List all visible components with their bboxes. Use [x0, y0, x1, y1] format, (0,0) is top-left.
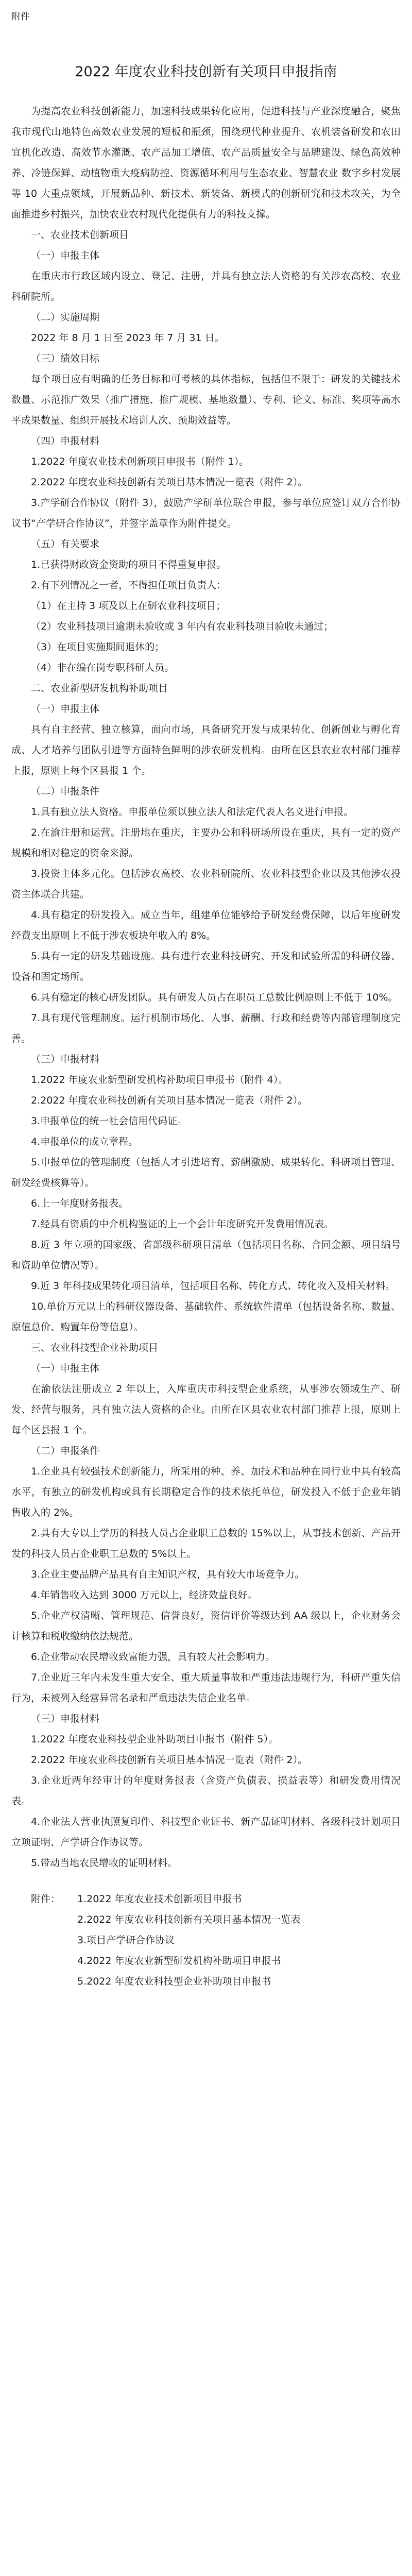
paragraph: （一）申报主体	[31, 250, 100, 261]
paragraph: 9.近 3 年科技成果转化项目清单，包括项目名称、转化方式、转化收入及相关材料。	[31, 1280, 396, 1292]
paragraph: （三）绩效目标	[31, 353, 100, 364]
document-title: 2022 年度农业科技创新有关项目申报指南	[75, 64, 337, 80]
paragraph: 2.2022 年度农业科技创新有关项目基本情况一览表（附件 2）。	[31, 1754, 308, 1766]
paragraph: （二）实施周期	[31, 312, 100, 323]
paragraph: 10.单价万元以上的科研仪器设备、基础软件、系统软件清单（包括设备名称、数量、原值总价、购置年份等信息）。	[11, 1301, 401, 1333]
attachment-item: 3.项目产学研合作协议	[77, 1935, 175, 1946]
paragraph: （一）申报主体	[31, 703, 100, 715]
paragraph: 6.企业带动农民增收致富能力强，具有较大社会影响力。	[31, 1651, 276, 1663]
paragraph: 1.2022 年度农业技术创新项目申报书（附件 1）。	[31, 456, 249, 467]
paragraph: 1.具有独立法人资格。申报单位须以独立法人和法定代表人名义进行申报。	[31, 806, 354, 818]
attachment-item: 2.2022 年度农业科技创新有关项目基本情况一览表	[77, 1914, 301, 1925]
paragraph: （3）在项目实施期间退休的；	[31, 641, 165, 653]
paragraph: 一、农业技术创新项目	[31, 229, 129, 241]
paragraph: 1.企业具有较强技术创新能力，所采用的种、养、加技术和品种在同行业中具有较高水平，有独立的研发机构或具有长期稳定合作的技术依托单位，研发投入不低于企业年销售收入的 2%。	[11, 1466, 401, 1518]
paragraph: 1.2022 年度农业科技型企业补助项目申报书（附件 5）。	[31, 1734, 279, 1745]
paragraph: 三、农业科技型企业补助项目	[31, 1342, 159, 1353]
attachment-tag: 附件	[11, 11, 30, 22]
paragraph: 3.申报单位的统一社会信用代码证。	[31, 1115, 187, 1127]
paragraph: 7.企业近三年内未发生重大安全、重大质量事故和严重违法违规行为，科研严重失信行为，未被列入经营异常名录和严重违法失信企业名单。	[11, 1672, 401, 1704]
paragraph: （4）非在编在岗专职科研人员。	[31, 662, 175, 673]
attachment-item: 5.2022 年度农业科技型企业补助项目申报书	[77, 1976, 271, 1987]
paragraph: （二）申报条件	[31, 786, 100, 797]
paragraph: 二、农业新型研发机构补助项目	[31, 683, 168, 694]
paragraph: 7.具有现代管理制度。运行机制市场化、人事、薪酬、行政和经费等内部管理制度完善。	[11, 1012, 401, 1044]
paragraph: 5.具有一定的研发基础设施。具有进行农业科技研究、开发和试验所需的科研仪器、设备和固定场所。	[11, 951, 401, 982]
paragraph: 具有自主经营、独立核算，面向市场，具备研究开发与成果转化、创新创业与孵化育成、人才培养与团队引进等方面特色鲜明的涉农研发机构。由所在区县农业农村部门推荐上报，原则上每个区县报 1 个。	[11, 724, 401, 776]
paragraph: 1.已获得财政资金资助的项目不得重复申报。	[31, 559, 227, 570]
paragraph: 4.申报单位的成立章程。	[31, 1136, 139, 1147]
paragraph: 5.申报单位的管理制度（包括人才引进培育、薪酬激励、成果转化、科研项目管理、研发经费核算等）。	[11, 1157, 401, 1189]
paragraph: 1.2022 年度农业新型研发机构补助项目申报书（附件 4）。	[31, 1074, 288, 1086]
paragraph: 在重庆市行政区域内设立、登记、注册，并具有独立法人资格的有关涉农高校、农业科研院所。	[11, 270, 401, 302]
paragraph: 为提高农业科技创新能力，加速科技成果转化应用，促进科技与产业深度融合，聚焦我市现代山地特色高效农业发展的短板和瓶颈，围绕现代种业提升、农机装备研发和农田宜机化改造、高效节水灌溉、农产品加工增值、农产品质量安全与品牌建设、绿色高效种养、冷链保鲜、动植物重大疫病防控、资源循环利用与生态农业、智慧农业 数字乡村发展等 10 大重点领域，开展新品种、新技术、新装备、新模式的创新研究和技术攻关，为全面推进乡村振兴，加快农业农村现代化提供有力的科技支撑。	[11, 106, 401, 220]
paragraph: 2022 年 8 月 1 日至 2023 年 7 月 31 日。	[31, 332, 225, 344]
paragraph: （四）申报材料	[31, 435, 100, 447]
paragraph: 8.近 3 年立项的国家级、省部级科研项目清单（包括项目名称、合同金额、项目编号和资助单位情况等）。	[11, 1239, 401, 1271]
paragraph: 3.企业主要品牌产品具有自主知识产权，具有较大市场竞争力。	[31, 1569, 305, 1580]
attachment-item: 4.2022 年度农业新型研发机构补助项目申报书	[77, 1955, 281, 1967]
paragraph: 2.具有大专以上学历的科技人员占企业职工总数的 15%以上，从事技术创新、产品开发的科技人员占企业职工总数的 5%以上。	[11, 1528, 401, 1560]
paragraph: 5.带动当地农民增收的证明材料。	[31, 1857, 178, 1869]
paragraph: 3.产学研合作协议（附件 3），鼓励产学研单位联合申报，参与单位应签订双方合作协议书“产学研合作协议”，并签字盖章作为附件提交。	[11, 497, 401, 529]
attachment-item: 1.2022 年度农业技术创新项目申报书	[77, 1893, 242, 1905]
paragraph: （一）申报主体	[31, 1363, 100, 1374]
attachment-list	[11, 1889, 401, 1992]
paragraph: 2.2022 年度农业科技创新有关项目基本情况一览表（附件 2）。	[31, 1095, 308, 1106]
paragraph: 5.企业产权清晰、管理规范、信誉良好，资信评价等级达到 AA 级以上，企业财务会计核算和税收缴纳依法规范。	[11, 1610, 401, 1642]
paragraph: 6.上一年度财务报表。	[31, 1198, 129, 1209]
document-body	[11, 101, 401, 1873]
paragraph: 2.在渝注册和运营。注册地在重庆，主要办公和科研场所设在重庆，具有一定的资产规模和相对稳定的资金来源。	[11, 827, 401, 859]
paragraph: 4.年销售收入达到 3000 万元以上，经济效益良好。	[31, 1589, 258, 1601]
paragraph: 2.有下列情况之一者，不得担任项目负责人：	[31, 580, 227, 591]
paragraph: （2）农业科技项目逾期未验收或 3 年内有农业科技项目验收未通过；	[31, 621, 334, 632]
paragraph: 3.投资主体多元化。包括涉农高校、农业科研院所、农业科技型企业以及其他涉农投资主体联合共建。	[11, 868, 401, 900]
paragraph: 2.2022 年度农业科技创新有关项目基本情况一览表（附件 2）。	[31, 477, 308, 488]
paragraph: （1）在主持 3 项及以上在研农业科技项目；	[31, 600, 226, 612]
paragraph: （五）有关要求	[31, 538, 100, 550]
paragraph: （二）申报条件	[31, 1445, 100, 1456]
paragraph: 4.具有稳定的研发投入。成立当年，组建单位能够给予研发经费保障，以后年度研发经费支出原则上不低于涉农板块年收入的 8%。	[11, 909, 401, 941]
paragraph: 7.经具有资质的中介机构鉴证的上一个会计年度研究开发费用情况表。	[31, 1218, 334, 1230]
paragraph: 在渝依法注册成立 2 年以上，入库重庆市科技型企业系统，从事涉农领域生产、研发、经营与服务，具有独立法人资格的企业。由所在区县农业农村部门推荐上报，原则上每个区县报 1 个。	[11, 1383, 401, 1436]
paragraph: 4.企业法人营业执照复印件、科技型企业证书、新产品证明材料、各级科技计划项目立项证明、产学研合作协议等。	[11, 1816, 401, 1848]
paragraph: 6.具有稳定的核心研发团队。具有研发人员占在职员工总数比例原则上不低于 10%。	[31, 992, 398, 1003]
paragraph: （三）申报材料	[31, 1054, 100, 1065]
attachment-items	[77, 1889, 401, 1992]
attachment-list-label: 附件：	[31, 1893, 61, 1905]
paragraph: 每个项目应有明确的任务目标和可考核的具体指标，包括但不限于：研发的关键技术数量、示范推广效果（推广措施、推广规模、基地数量）、专利、论文、标准、奖项等高水平成果数量、组织开展技术培训人次、预期效益等。	[11, 374, 401, 426]
paragraph: （三）申报材料	[31, 1713, 100, 1724]
paragraph: 3.企业近两年经审计的年度财务报表（含资产负债表、损益表等）和研发费用情况表。	[11, 1775, 401, 1807]
